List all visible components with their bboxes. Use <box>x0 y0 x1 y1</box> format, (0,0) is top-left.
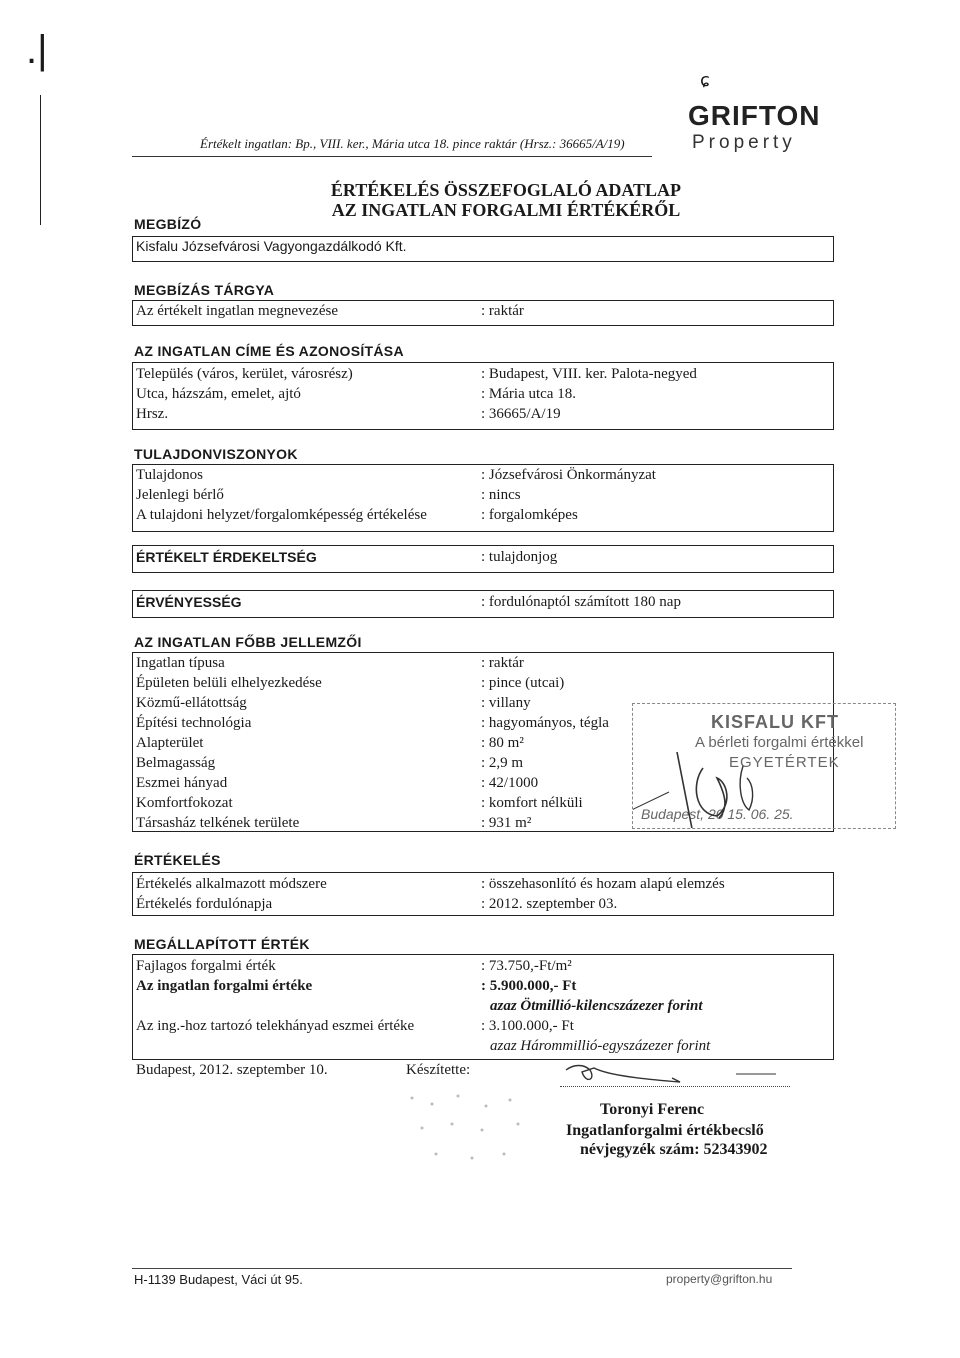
margin-mark: .| <box>26 28 48 72</box>
header-reference: Értékelt ingatlan: Bp., VIII. ker., Mária utca 18. pince raktár (Hrsz.: 36665/A/19) <box>200 136 625 151</box>
signer-title: Ingatlanforgalmi értékbecslő <box>566 1122 764 1139</box>
stamp-signature-icon <box>633 704 895 828</box>
logo-grifton: GRIFTON <box>688 100 821 131</box>
footer-rule <box>132 1268 792 1269</box>
section-megallapitott-heading: MEGÁLLAPÍTOTT ÉRTÉK <box>134 936 310 952</box>
header-rule <box>132 156 652 157</box>
approval-stamp <box>632 703 896 829</box>
signer-name: Toronyi Ferenc <box>600 1101 705 1118</box>
section-megbizo-heading: MEGBÍZÓ <box>134 216 202 232</box>
page-title-line2: AZ INGATLAN FORGALMI ÉRTÉKÉRŐL <box>331 200 681 220</box>
logo-property: Property <box>692 132 796 153</box>
faint-seal-icon <box>392 1084 552 1180</box>
stamp-date: Budapest, 20 15. 06. 25. <box>641 806 794 822</box>
footer-address: H-1139 Budapest, Váci út 95. <box>134 1272 303 1287</box>
signer-registry: névjegyzék szám: 52343902 <box>580 1141 768 1158</box>
place-date: Budapest, 2012. szeptember 10. <box>136 1062 328 1078</box>
margin-line <box>40 95 41 225</box>
section-tulajdon-heading: TULAJDONVISZONYOK <box>134 446 298 462</box>
prepared-by-label: Készítette: <box>406 1062 471 1078</box>
stamp-approval: EGYETÉRTEK <box>729 754 840 771</box>
signature-icon <box>560 1058 780 1088</box>
footer-email: property@grifton.hu <box>666 1272 773 1286</box>
section-ertekeles-heading: ÉRTÉKELÉS <box>134 852 221 868</box>
logo-icon: ɕ <box>700 70 710 91</box>
stamp-company: KISFALU KFT <box>711 712 839 732</box>
stamp-text: A bérleti forgalmi értékkel <box>695 734 864 751</box>
signature-line <box>560 1086 790 1087</box>
section-targy-heading: MEGBÍZÁS TÁRGYA <box>134 282 275 298</box>
section-cim-heading: AZ INGATLAN CÍME ÉS AZONOSÍTÁSA <box>134 343 404 359</box>
page-title-line1: ÉRTÉKELÉS ÖSSZEFOGLALÓ ADATLAP <box>330 180 682 200</box>
section-jellemzok-heading: AZ INGATLAN FŐBB JELLEMZŐI <box>134 634 362 650</box>
